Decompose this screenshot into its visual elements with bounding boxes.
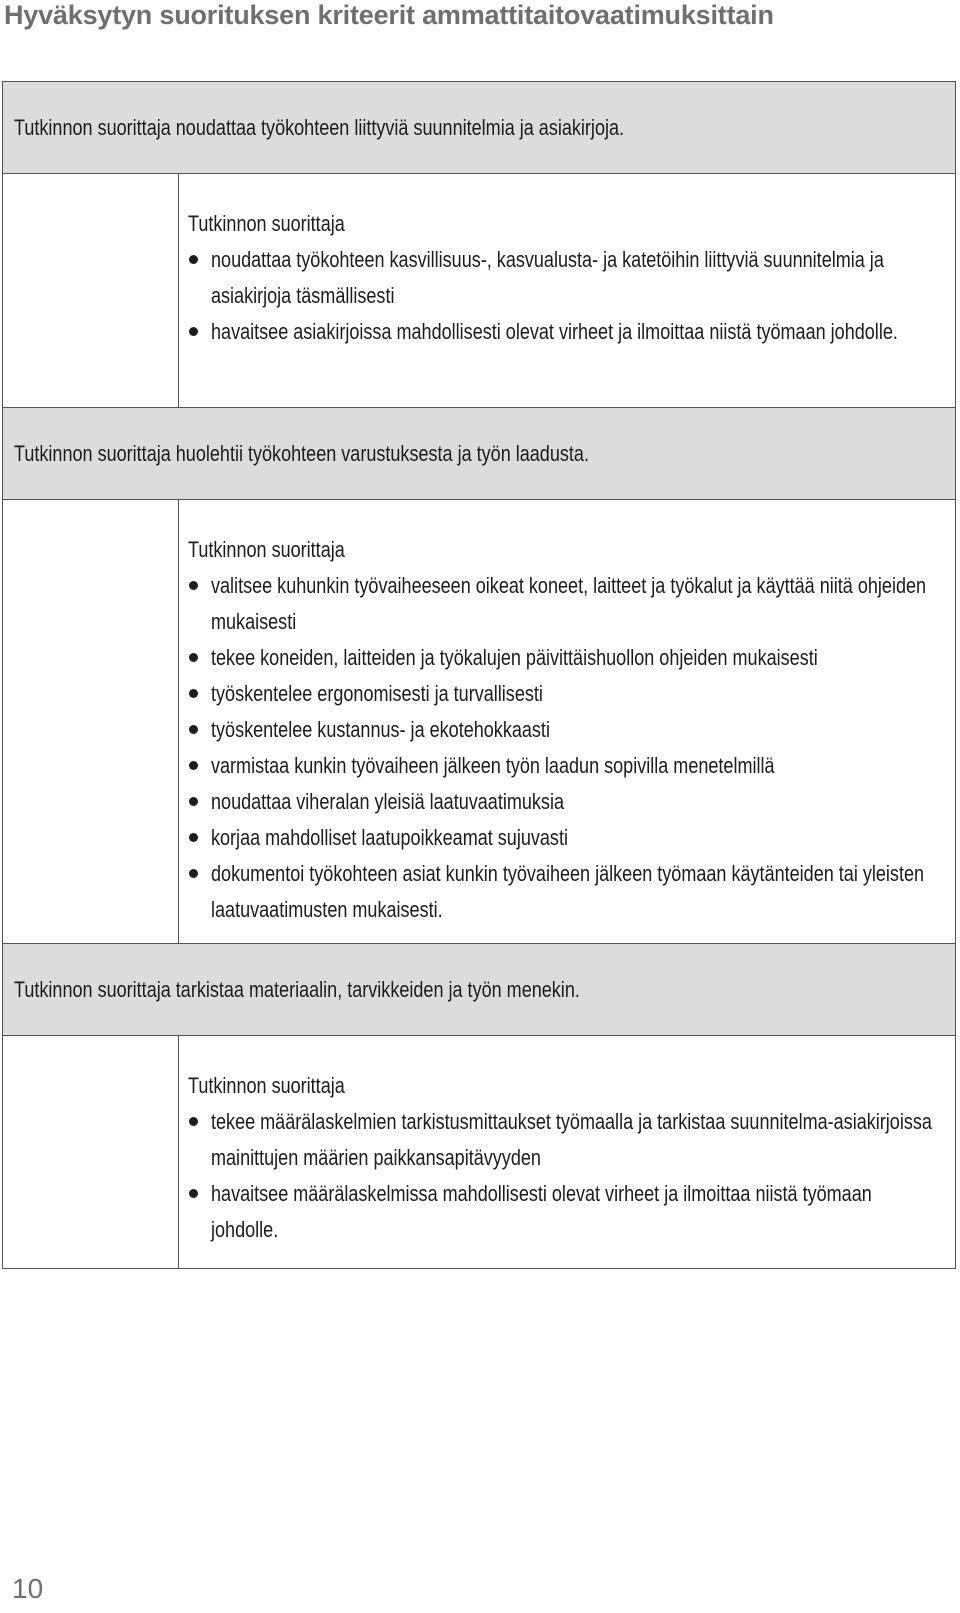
lead-text: Tutkinnon suorittaja — [188, 1073, 345, 1098]
empty-left-cell — [3, 500, 179, 943]
bullet-icon — [189, 653, 198, 662]
criteria-table — [2, 81, 956, 1269]
section-body-2 — [3, 499, 955, 944]
list-item: tekee koneiden, laitteiden ja työkalujen päivittäishuollon ohjeiden mukaisesti — [188, 640, 943, 676]
bullet-icon — [189, 1117, 198, 1126]
page-title: Hyväksytyn suorituksen kriteerit ammattitaitovaatimuksittain — [4, 0, 774, 30]
bullet-icon — [189, 725, 198, 734]
criteria-cell — [179, 500, 955, 943]
section-body-3 — [3, 1035, 955, 1268]
bullet-icon — [189, 833, 198, 842]
section-header-text: Tutkinnon suorittaja tarkistaa materiaalin, tarvikkeiden ja työn menekin. — [14, 976, 580, 1002]
section-header-3 — [3, 944, 955, 1035]
lead-text: Tutkinnon suorittaja — [188, 211, 345, 236]
bullet-icon — [189, 255, 198, 264]
bullet-icon — [189, 869, 198, 878]
list-item: noudattaa työkohteen kasvillisuus-, kasvualusta- ja katetöihin liittyviä suunnitelmia ja asiakirjoja täsmällisesti — [188, 242, 943, 314]
list-item: havaitsee asiakirjoissa mahdollisesti olevat virheet ja ilmoittaa niistä työmaan johdolle. — [188, 314, 943, 350]
bullet-icon — [189, 689, 198, 698]
bullet-icon — [189, 581, 198, 590]
list-item: noudattaa viheralan yleisiä laatuvaatimuksia — [188, 784, 943, 820]
bullet-icon — [189, 797, 198, 806]
criteria-cell — [179, 1036, 955, 1268]
page-number: 10 — [12, 1573, 44, 1604]
criteria-list — [188, 242, 943, 350]
list-item: varmistaa kunkin työvaiheen jälkeen työn laadun sopivilla menetelmillä — [188, 748, 943, 784]
criteria-list — [188, 1104, 943, 1248]
bullet-icon — [189, 1189, 198, 1198]
section-header-2 — [3, 408, 955, 499]
bullet-icon — [189, 761, 198, 770]
list-item: valitsee kuhunkin työvaiheeseen oikeat koneet, laitteet ja työkalut ja käyttää niitä ohjeiden mukaisesti — [188, 568, 943, 640]
lead-text: Tutkinnon suorittaja — [188, 537, 345, 562]
section-header-text: Tutkinnon suorittaja huolehtii työkohteen varustuksesta ja työn laadusta. — [14, 440, 589, 466]
list-item: korjaa mahdolliset laatupoikkeamat sujuvasti — [188, 820, 943, 856]
section-header-text: Tutkinnon suorittaja noudattaa työkohteen liittyviä suunnitelmia ja asiakirjoja. — [14, 114, 625, 140]
list-item: havaitsee määrälaskelmissa mahdollisesti olevat virheet ja ilmoittaa niistä työmaan johdolle. — [188, 1176, 943, 1248]
section-body-1 — [3, 173, 955, 408]
criteria-cell — [179, 174, 955, 407]
empty-left-cell — [3, 1036, 179, 1268]
list-item: työskentelee ergonomisesti ja turvallisesti — [188, 676, 943, 712]
list-item: dokumentoi työkohteen asiat kunkin työvaiheen jälkeen työmaan käytänteiden tai yleisten laatuvaatimusten mukaisesti. — [188, 856, 943, 928]
list-item: tekee määrälaskelmien tarkistusmittaukset työmaalla ja tarkistaa suunnitelma-asiakirjoissa mainittujen määrien paikkansapitävyyden — [188, 1104, 943, 1176]
empty-left-cell — [3, 174, 179, 407]
bullet-icon — [189, 327, 198, 336]
section-header-1 — [3, 82, 955, 173]
list-item: työskentelee kustannus- ja ekotehokkaasti — [188, 712, 943, 748]
criteria-list — [188, 568, 943, 928]
